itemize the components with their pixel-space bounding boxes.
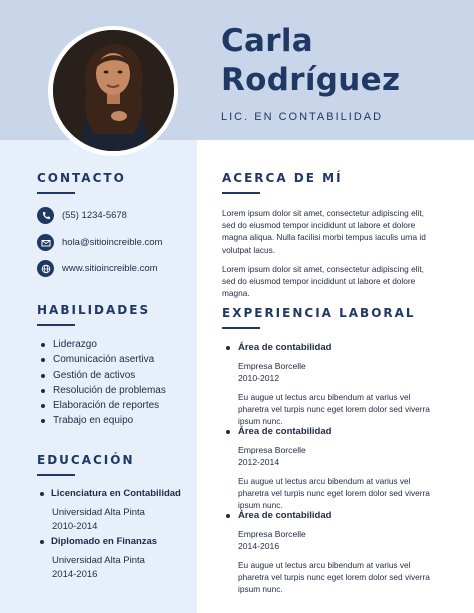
candidate-name xyxy=(221,22,400,100)
skill-item: Comunicación asertiva xyxy=(39,352,166,367)
degree-title: Diplomado en Finanzas xyxy=(37,535,157,548)
education-rule xyxy=(37,474,75,476)
degree-title: Licenciatura en Contabilidad xyxy=(37,487,181,500)
job-title: Área de contabilidad xyxy=(226,510,441,522)
contact-heading: CONTACTO xyxy=(37,171,126,185)
job-company: Empresa Borcelle xyxy=(238,445,306,455)
job-company: Empresa Borcelle xyxy=(238,529,306,539)
experience-heading: EXPERIENCIA LABORAL xyxy=(222,306,416,320)
job-role: LIC. EN CONTABILIDAD xyxy=(221,111,384,123)
job-years: 2012-2014 xyxy=(238,457,280,467)
job-title: Área de contabilidad xyxy=(226,342,441,354)
email-text: hola@sitioincreible.com xyxy=(62,237,163,248)
about-paragraph: Lorem ipsum dolor sit amet, consectetur adipiscing elit, sed do eiusmod tempor incididunt ut labore et dolore magna. xyxy=(222,264,424,299)
experience-rule xyxy=(222,327,260,329)
job-entry xyxy=(226,342,441,428)
job-title: Área de contabilidad xyxy=(226,426,441,438)
contact-website xyxy=(37,260,158,277)
contact-rule xyxy=(37,192,75,194)
job-years: 2014-2016 xyxy=(238,541,280,551)
job-description: Eu augue ut lectus arcu bibendum at varius vel pharetra vel turpis nunc eget lorem dolor sed viverra ipsum nunc. xyxy=(238,392,430,427)
skill-item: Trabajo en equipo xyxy=(39,413,166,428)
about-heading: ACERCA DE MÍ xyxy=(222,171,343,185)
email-icon xyxy=(37,234,54,251)
education-years: 2010-2014 xyxy=(52,521,98,532)
job-entry xyxy=(226,510,441,596)
phone-text: (55) 1234-5678 xyxy=(62,210,127,221)
globe-icon xyxy=(37,260,54,277)
education-years: 2014-2016 xyxy=(52,569,98,580)
last-name: Rodríguez xyxy=(221,62,401,98)
skill-item: Liderazgo xyxy=(39,337,166,352)
job-years: 2010-2012 xyxy=(238,373,280,383)
job-company: Empresa Borcelle xyxy=(238,361,306,371)
first-name: Carla xyxy=(221,23,314,59)
skill-item: Resolución de problemas xyxy=(39,383,166,398)
phone-icon xyxy=(37,207,54,224)
skills-rule xyxy=(37,324,75,326)
contact-email xyxy=(37,234,162,251)
about-rule xyxy=(222,192,260,194)
job-entry xyxy=(226,426,441,512)
skills-heading: HABILIDADES xyxy=(37,303,151,317)
education-entry xyxy=(37,535,157,582)
school-name: Universidad Alta Pinta xyxy=(52,507,145,518)
skills-list xyxy=(39,337,166,429)
skill-item: Elaboración de reportes xyxy=(39,398,166,413)
job-description: Eu augue ut lectus arcu bibendum at varius vel pharetra vel turpis nunc eget lorem dolor sed viverra ipsum nunc. xyxy=(238,560,430,595)
website-text: www.sitioincreible.com xyxy=(62,263,158,274)
about-paragraph: Lorem ipsum dolor sit amet, consectetur adipiscing elit, sed do eiusmod tempor incididunt ut labore et dolore magna aliqua. Nulla facilisi morbi tempus iaculis urna id volutpat lacus. xyxy=(222,208,426,255)
education-entry xyxy=(37,487,181,534)
education-heading: EDUCACIÓN xyxy=(37,453,135,467)
school-name: Universidad Alta Pinta xyxy=(52,555,145,566)
contact-phone xyxy=(37,207,127,224)
job-description: Eu augue ut lectus arcu bibendum at varius vel pharetra vel turpis nunc eget lorem dolor sed viverra ipsum nunc. xyxy=(238,476,430,511)
skill-item: Gestión de activos xyxy=(39,368,166,383)
profile-photo xyxy=(53,30,174,151)
